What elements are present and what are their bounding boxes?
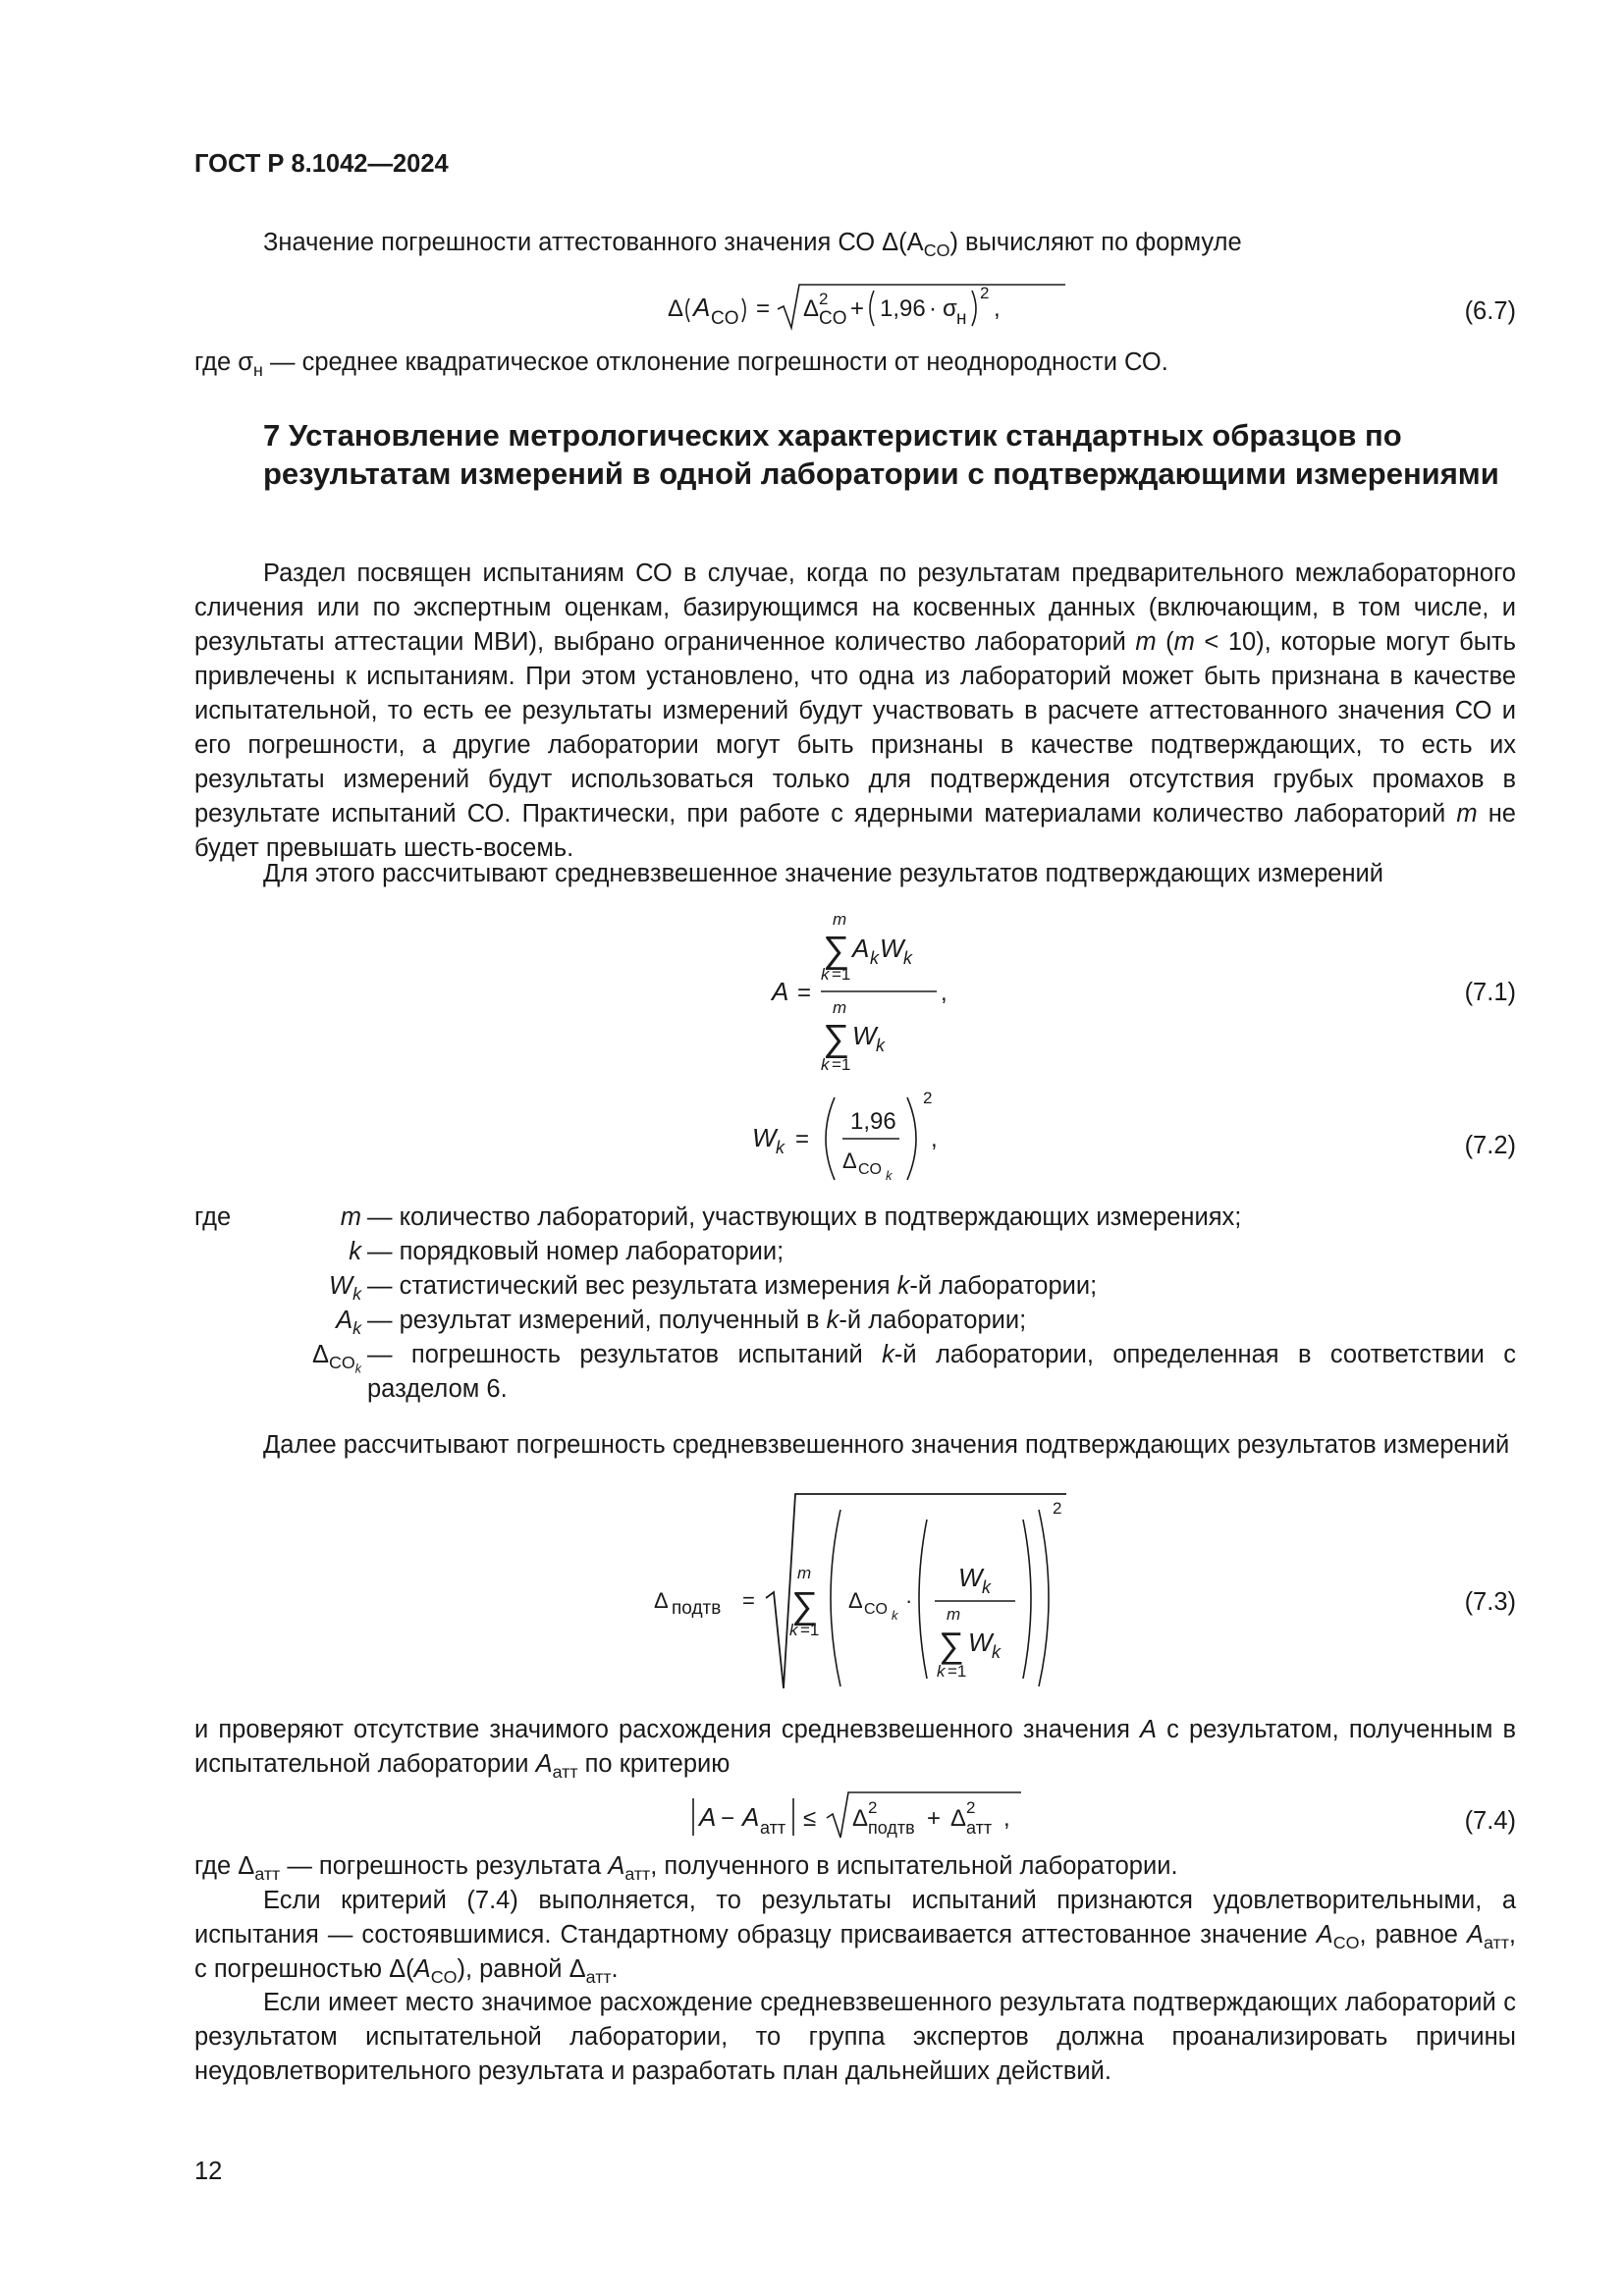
- section-7-paragraph-4: и проверяют отсутствие значимого расхождения средневзвешенного значения A с результатом, полученным в испытательной лаборатории $A_{атт}$ по критерию: [194, 1716, 1516, 1783]
- definition-ak: $A_k$ — результат измерений, полученный в k-й лаборатории;: [336, 1307, 1027, 1339]
- svg-text:k: k: [992, 1642, 1001, 1662]
- svg-text:CO: CO: [711, 308, 739, 329]
- svg-text:2: 2: [819, 290, 829, 308]
- svg-text:∑: ∑: [823, 1018, 850, 1059]
- svg-text:=1: =1: [800, 1621, 820, 1639]
- svg-text:1,96: 1,96: [880, 295, 926, 322]
- section-7-paragraph-6: Если имеет место значимое расхождение средневзвешенного результата подтверждающих лабораторий с результатом испытательной лаборатории, то группа экспертов должна проанализировать причины неудовлетворительного результата и разработать план дальнейших действий.: [194, 1989, 1516, 2085]
- svg-text:=: =: [756, 295, 771, 322]
- svg-text:2: 2: [966, 1798, 976, 1817]
- svg-text:2: 2: [1053, 1499, 1062, 1518]
- eq-7-2-constant: 1,96: [850, 1108, 896, 1135]
- svg-text:2: 2: [980, 284, 990, 302]
- svg-text:атт: атт: [966, 1818, 993, 1838]
- svg-text:·: ·: [905, 1588, 913, 1613]
- equation-number-6-7: (6.7): [1464, 297, 1516, 325]
- equation-number-7-3: (7.3): [1464, 1588, 1516, 1616]
- equation-number-7-4: (7.4): [1464, 1807, 1516, 1835]
- formula-6-7: [668, 277, 1080, 336]
- svg-text:Δ: Δ: [950, 1805, 967, 1832]
- page-number: 12: [194, 2158, 223, 2185]
- svg-text:k: k: [876, 1036, 885, 1055]
- svg-text:Δ: Δ: [842, 1148, 857, 1173]
- section-7-paragraph-5: Если критерий (7.4) выполняется, то результаты испытаний признаются удовлетворительными, а испытания — состоявшимися. Стандартному образцу присваивается аттестованное значение $A_{CO}$, равное $A_{атт}$, с погрешностью $\Delta(A_{CO})$, равной $\Delta_{атт}$.: [194, 1887, 1516, 1988]
- svg-text:,: ,: [1003, 1805, 1010, 1832]
- svg-text:2: 2: [868, 1798, 878, 1817]
- svg-text:m: m: [797, 1564, 812, 1582]
- section-7-paragraph-3: Далее рассчитывают погрешность средневзвешенного значения подтверждающих результатов измерений: [263, 1431, 1510, 1459]
- svg-text:=1: =1: [832, 1055, 851, 1074]
- svg-text:·: ·: [929, 295, 937, 322]
- svg-text:k: k: [870, 948, 879, 968]
- formula-7-3: [648, 1490, 1080, 1696]
- svg-text:+: +: [927, 1805, 942, 1832]
- svg-text:н: н: [956, 308, 967, 329]
- section-7-title: 7 Установление метрологических характеристик стандартных образцов по результатам измерений в одной лаборатории с подтверждающими измерениями: [263, 418, 1499, 491]
- svg-text:m: m: [833, 998, 847, 1017]
- definition-delta-co-k: $\Delta_{CO_k}$ — погрешность результатов испытаний k-й лаборатории, определенная в соответствии с разделом 6.: [311, 1341, 1516, 1403]
- intro-paragraph: Значение погрешности аттестованного значения СО $\Delta(A_{CO})$ вычисляют по формуле: [263, 229, 1242, 261]
- svg-text:атт: атт: [760, 1818, 786, 1838]
- svg-text:A: A: [693, 293, 711, 322]
- svg-text:W: W: [852, 1021, 877, 1050]
- section-7-paragraph-1: Раздел посвящен испытаниям СО в случае, когда по результатам предварительного межлабораторного сличения или по экспертным оценкам, базирующимся на косвенных данных (включающим, в том числе, и результаты аттестации МВИ), выбрано ограниченное количество лабораторий m (m < 10), которые могут быть привлечены к испытаниям. При этом установлено, что одна из лабораторий может быть признана в качестве испытательной, то есть ее результаты измерений будут участвовать в расчете аттестованного значения СО и его погрешности, а другие лаборатории могут быть признаны в качестве подтверждающих, то есть их результаты измерений будут использоваться только для подтверждения отсутствия грубых промахов в результате испытаний СО. Практически, при работе с ядерными материалами количество лабораторий m не будет превышать шесть-восемь.: [194, 560, 1516, 862]
- svg-text:подтв: подтв: [672, 1598, 722, 1619]
- svg-text:=: =: [797, 980, 812, 1006]
- svg-text:k: k: [892, 1608, 898, 1623]
- svg-text:k: k: [821, 1055, 830, 1074]
- svg-text:m: m: [947, 1605, 961, 1624]
- svg-text:m: m: [833, 910, 847, 929]
- svg-text:k: k: [821, 965, 830, 984]
- svg-text:k: k: [886, 1168, 893, 1183]
- svg-text:≤: ≤: [803, 1805, 817, 1832]
- svg-text:,: ,: [931, 1126, 938, 1152]
- formula-7-4: [679, 1787, 1053, 1847]
- svg-text:W: W: [968, 1628, 993, 1657]
- sigma-definition: где $\sigma_н$ — среднее квадратическое отклонение погрешности от неоднородности СО.: [194, 348, 1168, 381]
- svg-text:W: W: [880, 934, 904, 963]
- svg-text:σ: σ: [943, 295, 957, 322]
- equation-number-7-2: (7.2): [1464, 1132, 1516, 1159]
- svg-text:k: k: [903, 948, 912, 968]
- definitions-list: [194, 1201, 1516, 1407]
- svg-text:+: +: [850, 295, 865, 322]
- svg-text:A: A: [852, 934, 870, 963]
- svg-text:=1: =1: [947, 1662, 967, 1681]
- svg-text:CO: CO: [864, 1601, 888, 1618]
- svg-text:∑: ∑: [823, 930, 850, 971]
- delta-att-definition: где $\Delta_{атт}$ — погрешность результата $A_{атт}$, полученного в испытательной лаборатории.: [194, 1852, 1178, 1885]
- equation-number-7-1: (7.1): [1464, 979, 1516, 1006]
- svg-text:∑: ∑: [791, 1585, 819, 1627]
- svg-text:Δ: Δ: [654, 1588, 669, 1613]
- definition-wk: $W_k$ — статистический вес результата измерения k-й лаборатории;: [329, 1272, 1098, 1305]
- definition-k: k — порядковый номер лаборатории;: [349, 1238, 785, 1265]
- svg-text:−: −: [721, 1805, 735, 1832]
- formula-7-1: [766, 901, 982, 1078]
- svg-text:CO: CO: [858, 1161, 882, 1178]
- svg-text:k: k: [776, 1138, 785, 1157]
- svg-text:A: A: [772, 977, 789, 1006]
- svg-text:W: W: [752, 1123, 777, 1152]
- svg-text:Δ: Δ: [852, 1805, 869, 1832]
- svg-text:Δ: Δ: [803, 295, 820, 322]
- svg-text:A: A: [742, 1802, 760, 1832]
- svg-text:=: =: [795, 1126, 810, 1152]
- svg-text:k: k: [937, 1662, 946, 1681]
- formula-7-2: [752, 1084, 978, 1192]
- svg-text:W: W: [958, 1563, 983, 1592]
- svg-text:подтв: подтв: [868, 1818, 915, 1838]
- svg-text:∑: ∑: [939, 1625, 964, 1665]
- svg-text:Δ: Δ: [668, 295, 684, 322]
- svg-text:CO: CO: [819, 308, 847, 329]
- svg-text:=1: =1: [832, 965, 851, 984]
- svg-text:k: k: [982, 1577, 991, 1597]
- document-code: ГОСТ Р 8.1042—2024: [194, 150, 449, 178]
- svg-text:,: ,: [994, 295, 1001, 322]
- svg-text:2: 2: [923, 1089, 933, 1107]
- svg-text:=: =: [742, 1588, 755, 1613]
- svg-text:A: A: [699, 1802, 717, 1832]
- svg-text:,: ,: [941, 980, 947, 1006]
- svg-text:k: k: [789, 1621, 798, 1639]
- definition-m: где m — количество лабораторий, участвующих в подтверждающих измерениях;: [194, 1203, 1242, 1231]
- section-7-paragraph-2: Для этого рассчитывают средневзвешенное значение результатов подтверждающих измерений: [263, 860, 1384, 887]
- svg-text:Δ: Δ: [848, 1588, 863, 1613]
